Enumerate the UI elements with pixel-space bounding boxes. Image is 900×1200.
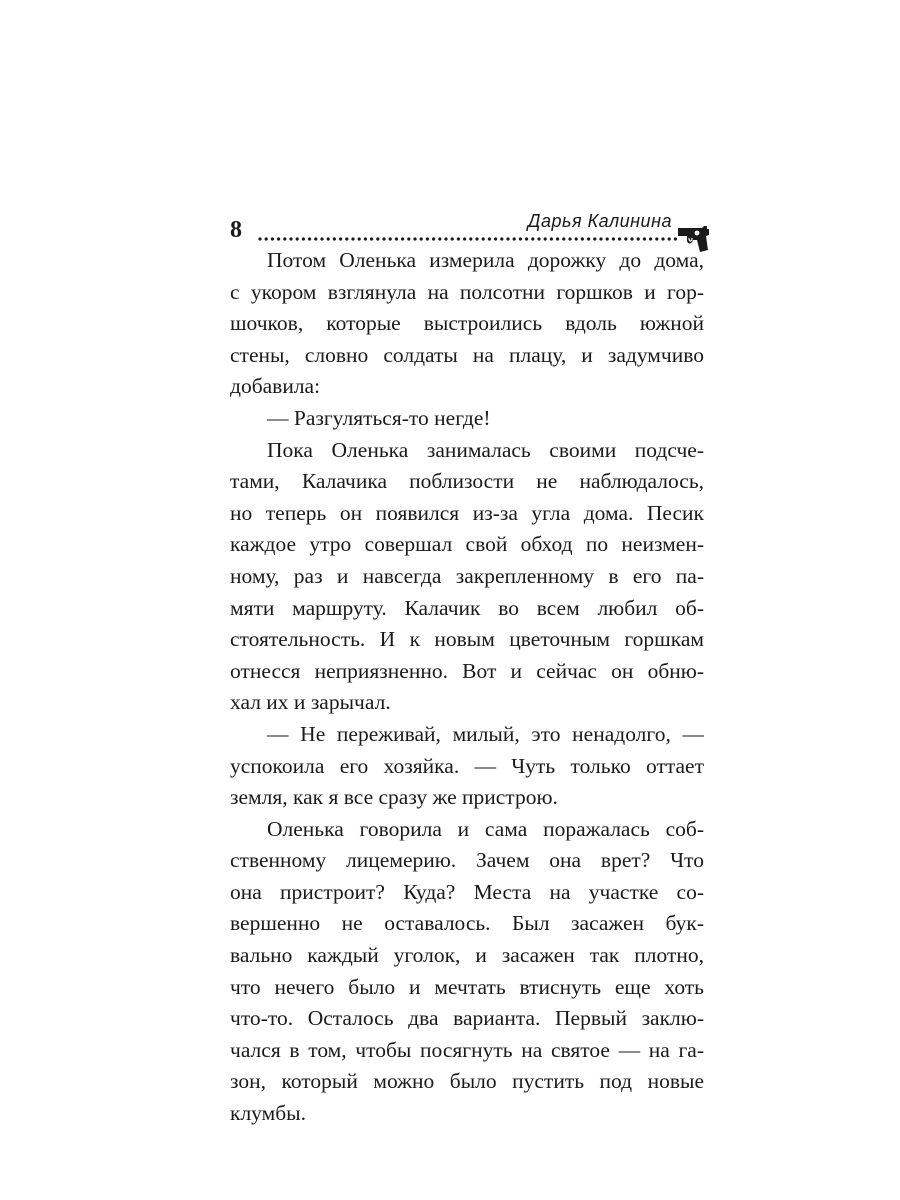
text-line: с укором взглянула на полсотни горшков и гор- [230,279,704,304]
text-line: что нечего было и мечтать втиснуть еще хоть [230,974,704,999]
text-line: шочков, которые выстроились вдоль южной [230,311,704,336]
text-line: отнесся неприязненно. Вот и сейчас он обню- [230,658,704,683]
text-line: что-то. Осталось два варианта. Первый заклю- [230,1006,704,1031]
text-line: она пристроит? Куда? Места на участке со- [230,879,704,904]
body-text [230,245,704,1130]
text-line: но теперь он появился из-за угла дома. Песик [230,500,704,525]
text-line: стоятельность. И к новым цветочным горшкам [230,627,704,652]
text-line: чался в том, чтобы посягнуть на святое — на га- [230,1037,704,1062]
text-line: добавила: [230,374,321,399]
text-line: тами, Калачика поблизости не наблюдалось, [230,469,704,494]
dotted-leader-line [258,236,678,242]
text-line: каждое утро совершал свой обход по неизмен- [230,532,704,557]
paragraph [230,435,704,719]
text-line: вершенно не оставалось. Был засажен бук- [230,911,704,936]
text-line: вально каждый уголок, и засажен так плотно, [230,943,704,968]
text-line: земля, как я все сразу же пристрою. [230,785,558,810]
text-line: ственному лицемерию. Зачем она врет? Что [230,848,704,873]
text-line: ному, раз и навсегда закрепленному в его па- [230,563,704,588]
text-line: успокоила его хозяйка. — Чуть только оттает [230,753,704,778]
paragraph [230,814,704,1130]
paragraph [230,245,704,403]
text-line: стены, словно солдаты на плацу, и задумчиво [230,342,704,367]
text-line: зон, который можно было пустить под новые [230,1069,704,1094]
running-header-author: Дарья Калинина [527,211,672,231]
paragraph [230,719,704,814]
paragraph [230,403,704,435]
text-line: Пока Оленька занималась своими подсче- [267,437,704,462]
page-number: 8 [230,217,242,243]
text-line: Оленька говорила и сама поражалась соб- [267,816,704,841]
text-line: клумбы. [230,1101,307,1126]
text-line: хал их и зарычал. [230,690,391,715]
text-line: мяти маршруту. Калачик во всем любил об- [230,595,704,620]
text-line: — Не переживай, милый, это ненадолго, — [267,721,704,746]
text-line: Потом Оленька измерила дорожку до дома, [267,248,704,272]
text-line: — Разгуляться-то негде! [267,405,491,430]
